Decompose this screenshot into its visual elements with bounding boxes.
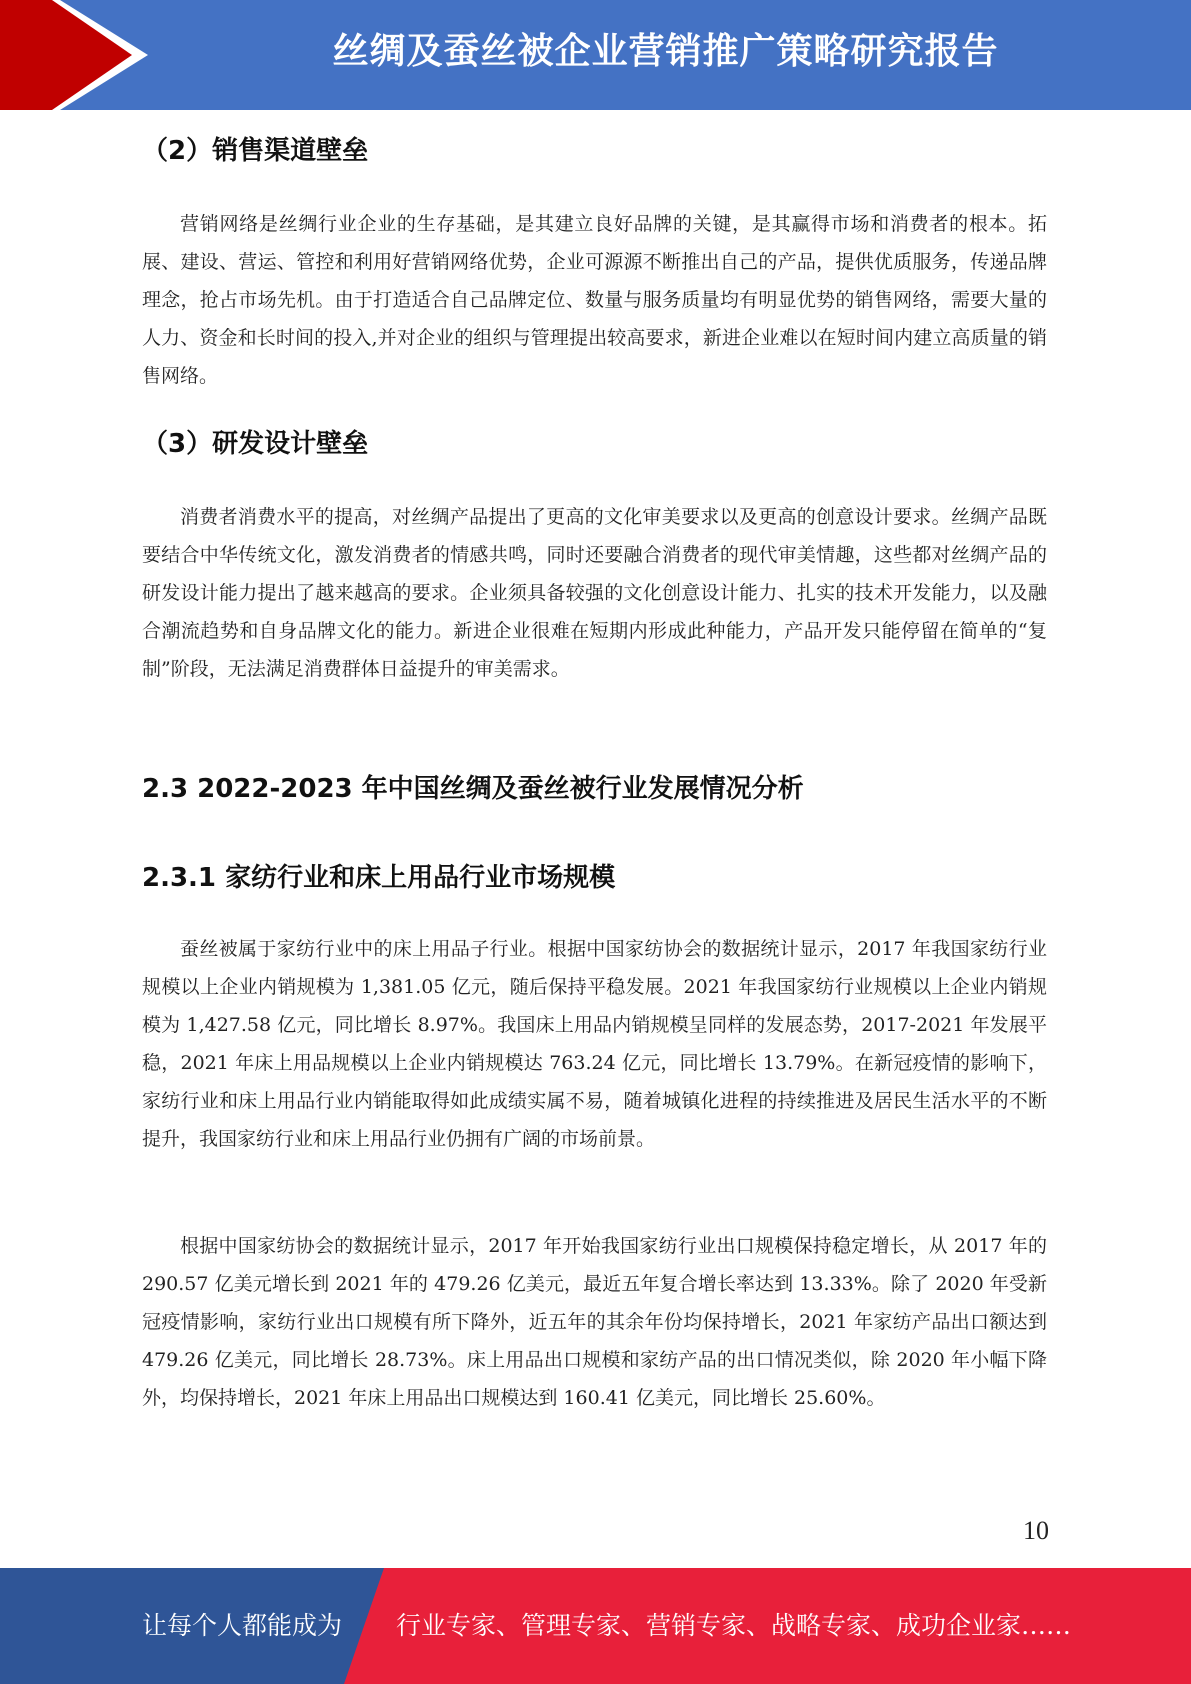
page-header bbox=[0, 0, 1191, 110]
section-heading-2-3: 2.3 2022-2023 年中国丝绸及蚕丝被行业发展情况分析 bbox=[142, 774, 804, 804]
paragraph-export-market: 根据中国家纺协会的数据统计显示，2017 年开始我国家纺行业出口规模保持稳定增长，从 2017 年的 290.57 亿美元增长到 2021 年的 479.26 亿美元，最近五年复合增长率达到 13.33%。除了 2020 年受新冠疫情影响，家纺行业出口规模有所下降外，近五年的其余年份均保持增长，2021 年家纺产品出口额达到 479.26 亿美元，同比增长 28.73%。床上用品出口规模和家纺产品的出口情况类似，除 2020 年小幅下降外，均保持增长，2021 年床上用品出口规模达到 160.41 亿美元，同比增长 25.60%。 bbox=[142, 1235, 1047, 1409]
footer-slogan-right: 行业专家、管理专家、营销专家、战略专家、成功企业家…… bbox=[396, 1611, 1072, 1640]
paragraph-rd-design: 消费者消费水平的提高，对丝绸产品提出了更高的文化审美要求以及更高的创意设计要求。丝绸产品既要结合中华传统文化，激发消费者的情感共鸣，同时还要融合消费者的现代审美情趣，这些都对丝绸产品的研发设计能力提出了越来越高的要求。企业须具备较强的文化创意设计能力、扎实的技术开发能力，以及融合潮流趋势和自身品牌文化的能力。新进企业很难在短期内形成此种能力，产品开发只能停留在简单的“复制”阶段，无法满足消费群体日益提升的审美需求。 bbox=[142, 506, 1047, 680]
subheading-rd-design-barrier: （3）研发设计壁垒 bbox=[142, 429, 369, 459]
report-title: 丝绸及蚕丝被企业营销推广策略研究报告 bbox=[332, 31, 999, 72]
paragraph-sales-channel: 营销网络是丝绸行业企业的生存基础，是其建立良好品牌的关键，是其赢得市场和消费者的根本。拓展、建设、营运、管控和利用好营销网络优势，企业可源源不断推出自己的产品，提供优质服务，传递品牌理念，抢占市场先机。由于打造适合自己品牌定位、数量与服务质量均有明显优势的销售网络，需要大量的人力、资金和长时间的投入,并对企业的组织与管理提出较高要求，新进企业难以在短时间内建立高质量的销售网络。 bbox=[142, 213, 1047, 387]
page-footer bbox=[0, 1568, 1191, 1684]
paragraph-domestic-market: 蚕丝被属于家纺行业中的床上用品子行业。根据中国家纺协会的数据统计显示，2017 年我国家纺行业规模以上企业内销规模为 1,381.05 亿元，随后保持平稳发展。2021 年我国家纺行业规模以上企业内销规模为 1,427.58 亿元，同比增长 8.97%。我国床上用品内销规模呈同样的发展态势，2017-2021 年发展平稳，2021 年床上用品规模以上企业内销规模达 763.24 亿元，同比增长 13.79%。在新冠疫情的影响下，家纺行业和床上用品行业内销能取得如此成绩实属不易，随着城镇化进程的持续推进及居民生活水平的不断提升，我国家纺行业和床上用品行业仍拥有广阔的市场前景。 bbox=[142, 938, 1047, 1150]
section-heading-2-3-1: 2.3.1 家纺行业和床上用品行业市场规模 bbox=[142, 863, 616, 893]
subheading-sales-channel-barrier: （2）销售渠道壁垒 bbox=[142, 136, 369, 166]
footer-slogan-left: 让每个人都能成为 bbox=[142, 1611, 343, 1640]
page-number: 10 bbox=[1023, 1516, 1049, 1545]
